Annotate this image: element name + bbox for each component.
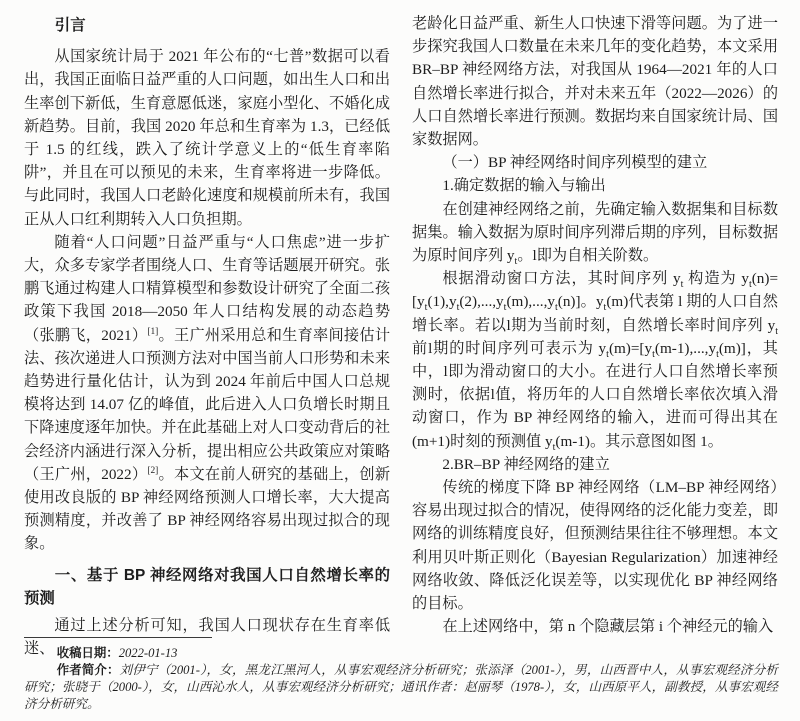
para-hidden-layer: 在上述网络中，第 n 个隐藏层第 i 个神经元的输入: [442, 618, 774, 636]
para-problem-continuation: 老龄化日益严重、新生人口快速下滑等问题。为了进一步探究我国人口数量在未来几年的变化趋势，本文采用 BR–BP 神经网络方法，对我国从 1964—2021 年的人口自然增长率进行拟合，并对未来五年（2022—2026）的人口自然增长率进行预测。数据均来自国家统计局、国家数据网。: [412, 15, 778, 149]
footnote-divider: [24, 637, 212, 638]
para-br-bp: 传统的梯度下降 BP 神经网络（LM–BP 神经网络）容易出现过拟合的情况，使得网络的泛化能力变差，即网络的训练精度良好，但预测结果往往不够理想。本文利用贝叶斯正则化（Bayesian Regularization）加速神经网络收敛、降低泛化误差等，以实现优化 BP 神经网络的目标。: [412, 479, 778, 613]
para-research-review: 随着“人口问题”日益严重与“人口焦虑”进一步扩大，众多专家学者围绕人口、生育等话题展开研究。张鹏飞通过构建人口精算模型和参数设计研究了全面二孩政策下我国 2018—2050 年人口结构发展的动态趋势（张鹏飞，2021）[1]。王广州采用总和生育率间接估计法、孩次递进人口预测方法对中国当前人口形势和未来趋势进行量化估计，认为到 2024 年前后中国人口总规模将达到 14.07 亿的峰值，此后进入人口负增长时期且下降速度逐年加快。并在此基础上对人口变动背后的社会经济内涵进行深入分析，提出相应公共政策应对策略（王广州，2022）[2]。本文在前人研究的基础上，创新使用改良版的 BP 神经网络预测人口增长率，大大提高预测精度，并改善了 BP 神经网络容易出现过拟合的现象。: [24, 233, 391, 553]
para-analysis-intro: 通过上述分析可知，我国人口现状存在生育率低迷、: [24, 617, 390, 658]
subsection-heading-2: 1.确定数据的输入与输出: [442, 177, 606, 195]
intro-heading: 引言: [54, 17, 86, 34]
section-heading-1: 一、基于 BP 神经网络对我国人口自然增长率的预测: [24, 566, 390, 607]
para-sliding-window: 根据滑动窗口方法，其时间序列 $y_t$ 构造为 $y_t(n)=[y_t(1),y_t(2),...,y_t(m),...,y_t(n)]$。$y_t(m)$代表第 l 期的人口自然增长率。若以l期为当前时刻，自然增长率时间序列 $y_t$ 前l期的时间序列可表示为 $y_t(m)=[y_t(m-1),...,y_t(m)]$，其中，l即为滑动窗口的大小。在进行人口自然增长率预测时，依据l值，将历年的人口自然增长率依次填入滑动窗口，作为 BP 神经网络的输入，进而可得出其在(m+1)时刻的预测值 $y_t(m-1)$。其示意图如图 1。: [412, 270, 779, 453]
two-column-layout: [24, 12, 778, 660]
author-bio-label: 作者简介：: [56, 663, 120, 677]
author-bio-text: 刘伊宁（2001-），女，黑龙江黑河人，从事宏观经济分析研究；张添泽（2001-），男，山西晋中人，从事宏观经济分析研究；张晓于（2000-），女，山西沁水人，从事宏观经济分析研究；通讯作者：赵丽琴（1978-），女，山西原平人，副教授，从事宏观经济分析研究。: [24, 663, 779, 711]
para-data-io: 在创建神经网络之前，先确定输入数据集和目标数据集。输入数据为原时间序列滞后期的序列，目标数据为原时间序列 $y_t$。l即为自相关阶数。: [412, 200, 778, 268]
received-date-line: [24, 645, 778, 662]
para-population-status: 从国家统计局于 2021 年公布的“七普”数据可以看出，我国正面临日益严重的人口问题，如出生人口和出生率创下新低，生育意愿低迷，家庭小型化、不婚化成新趋势。目前，我国 2020 年总和生育率为 1.3，已经低于 1.5 的红线，跌入了统计学意义上的“低生育率陷阱”，并且在可以预见的未来，生育率将进一步降低。与此同时，我国人口老龄化速度和规模前所未有，我国正从人口红利期转入人口负担期。: [24, 48, 390, 228]
footnote-area: [24, 637, 778, 713]
left-column: [24, 12, 390, 660]
right-column: [412, 12, 778, 660]
received-date-label: 收稿日期：: [56, 646, 119, 660]
subsection-heading-1: （一）BP 神经网络时间序列模型的建立: [442, 154, 708, 172]
received-date-value: 2022-01-13: [118, 646, 178, 660]
author-bio-line: [24, 662, 778, 713]
subsection-heading-3: 2.BR–BP 神经网络的建立: [442, 455, 610, 473]
